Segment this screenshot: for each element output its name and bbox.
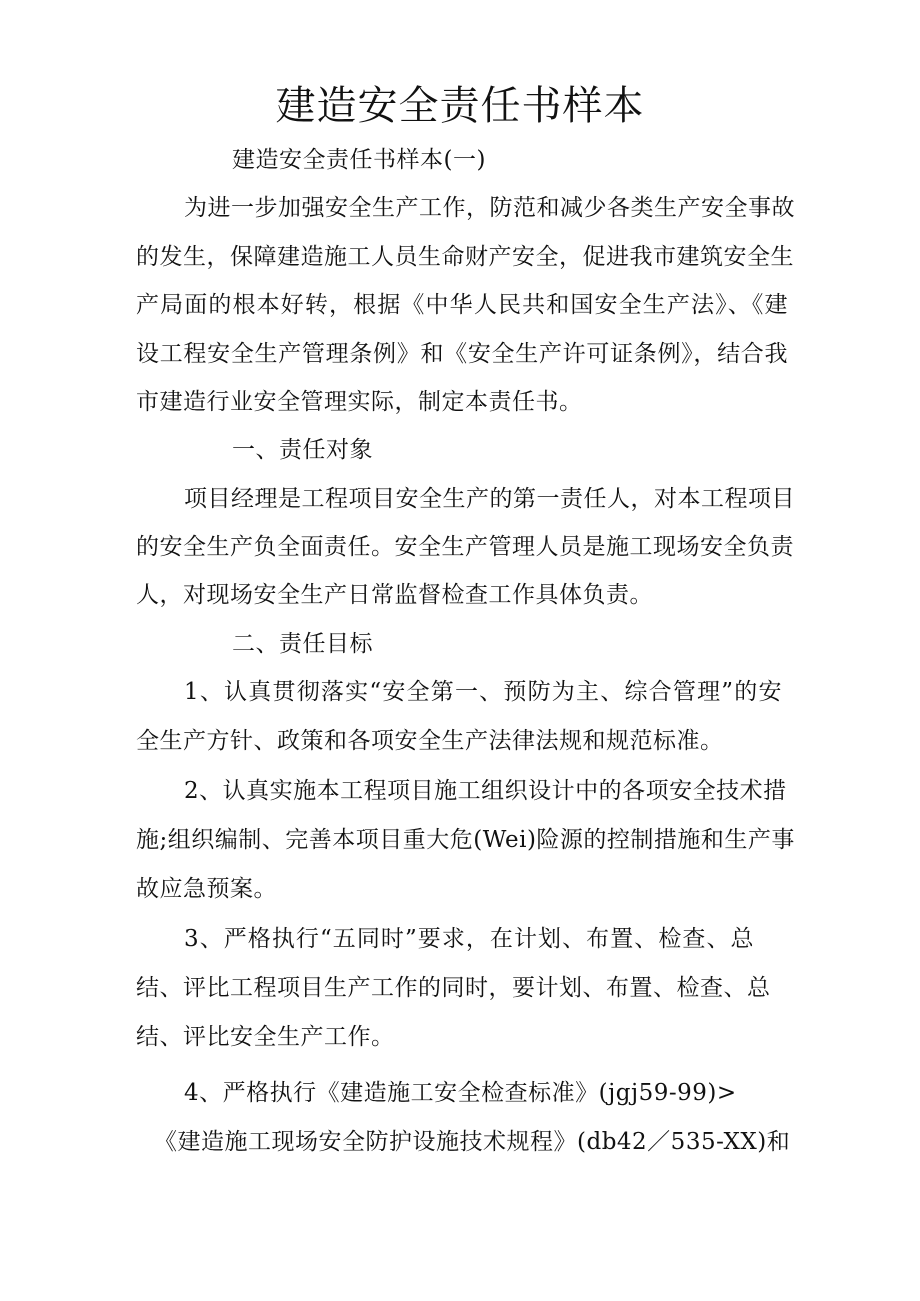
paragraph-line: 《建造施工现场安全防护设施技术规程》(db42／535-XX)和 (154, 1129, 791, 1155)
paragraph-line: 设工程安全生产管理条例》和《安全生产许可证条例》，结合我 (136, 341, 788, 367)
paragraph-line: 项目经理是工程项目安全生产的第一责任人，对本工程项目 (184, 486, 795, 512)
paragraph-line: 全生产方针、政策和各项安全生产法律法规和规范标准。 (136, 728, 724, 754)
paragraph-line: 产局面的根本好转，根据《中华人民共和国安全生产法》、《建 (136, 292, 788, 318)
paragraph-line: 结、评比工程项目生产工作的同时，要计划、布置、检查、总 (136, 975, 771, 1001)
paragraph-line: 为进一步加强安全生产工作，防范和减少各类生产安全事故 (184, 195, 795, 221)
paragraph-line: 4、严格执行《建造施工安全检查标准》(jgj59-99)> (184, 1080, 737, 1106)
paragraph-line: 3、严格执行“五同时”要求，在计划、布置、检查、总 (184, 926, 754, 952)
paragraph-line: 1、认真贯彻落实“安全第一、预防为主、综合管理”的安 (184, 679, 782, 705)
paragraph-line: 施;组织编制、完善本项目重大危(Wei)险源的控制措施和生产事 (136, 827, 795, 853)
section-heading: 二、责任目标 (232, 631, 373, 657)
paragraph-line: 的安全生产负全面责任。安全生产管理人员是施工现场安全负责 (136, 534, 794, 560)
paragraph-line: 故应急预案。 (136, 876, 277, 902)
paragraph-line: 人，对现场安全生产日常监督检查工作具体负责。 (136, 582, 653, 608)
section-heading: 一、责任对象 (232, 437, 373, 463)
paragraph-line: 市建造行业安全管理实际，制定本责任书。 (136, 389, 583, 415)
paragraph-line: 的发生，保障建造施工人员生命财产安全，促进我市建筑安全生 (136, 244, 794, 270)
paragraph-line: 2、认真实施本工程项目施工组织设计中的各项安全技术措 (184, 778, 787, 804)
subtitle: 建造安全责任书样本(一) (232, 147, 486, 173)
document-title: 建造安全责任书样本 (275, 83, 645, 129)
paragraph-line: 结、评比安全生产工作。 (136, 1024, 395, 1050)
